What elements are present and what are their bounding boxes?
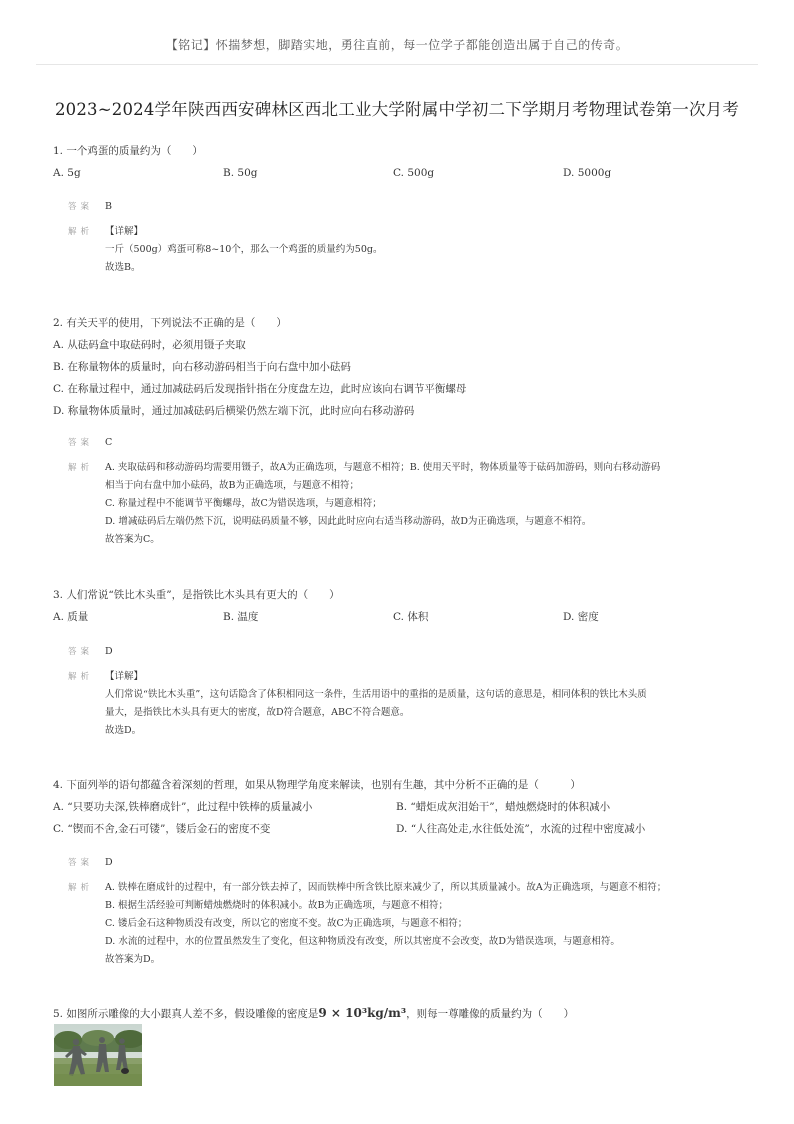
option-d[interactable]: D. 称量物体质量时，通过加减砝码后横梁仍然左端下沉，此时应向右移动游码 xyxy=(53,405,415,417)
analysis-label: 解析 xyxy=(68,672,94,682)
analysis-text: 【详解】 一斤（500g）鸡蛋可称8~10个，那么一个鸡蛋的质量约为50g。 故选B。 xyxy=(105,226,383,273)
options-row xyxy=(53,166,753,180)
answer-label: 答案 xyxy=(68,858,94,868)
answer-label: 答案 xyxy=(68,438,94,448)
analysis-text: 【详解】 人们常说“铁比木头重”，这句话隐含了体积相同这一条件，生活用语中的重指的是质量，这句话的意思是，相同体积的铁比木头质 量大，是指铁比木头具有更大的密度，故D符合题意，ABC不符合题意。 故选D。 xyxy=(105,671,647,736)
stem-text: ，则每一尊雕像的质量约为（ ） xyxy=(406,1008,575,1020)
question-stem: 3. 人们常说“铁比木头重”，是指铁比木头具有更大的（ ） xyxy=(53,589,340,601)
option-a[interactable]: A. “只要功夫深,铁棒磨成针”，此过程中铁棒的质量减小 xyxy=(53,801,313,813)
motto-banner: 【铭记】怀揣梦想，脚踏实地，勇往直前，每一位学子都能创造出属于自己的传奇。 xyxy=(165,38,629,52)
options-row xyxy=(53,800,753,814)
option-b[interactable]: B. 在称量物体的质量时，向右移动游码相当于向右盘中加小砝码 xyxy=(53,361,351,373)
analysis-label: 解析 xyxy=(68,227,94,237)
question-stem: 1. 一个鸡蛋的质量约为（ ） xyxy=(53,145,203,157)
analysis-label: 解析 xyxy=(68,883,94,893)
question-stem xyxy=(53,1006,753,1021)
option-c[interactable]: C. “锲而不舍,金石可镂”，镂后金石的密度不变 xyxy=(53,823,271,835)
option-b[interactable]: B. “蜡炬成灰泪始干”，蜡烛燃烧时的体积减小 xyxy=(396,801,611,813)
option-d[interactable]: D. “人往高处走,水往低处流”，水流的过程中密度减小 xyxy=(396,823,646,835)
option-a[interactable]: A. 5g xyxy=(53,167,81,179)
answer-value: D xyxy=(105,857,113,868)
stem-text: 5. 如图所示雕像的大小跟真人差不多，假设雕像的密度是 xyxy=(53,1008,319,1020)
header-divider xyxy=(36,64,758,65)
answer-value: B xyxy=(105,201,112,212)
option-c[interactable]: C. 体积 xyxy=(393,611,429,623)
option-d[interactable]: D. 密度 xyxy=(563,611,599,623)
question-stem: 4. 下面列举的语句都蕴含着深刻的哲理，如果从物理学角度来解读，也别有生趣，其中分析不正确的是（ ） xyxy=(53,779,581,791)
statue-photo-icon xyxy=(54,1024,142,1086)
question-4 xyxy=(53,778,753,836)
density-formula: 9 × 10³kg/m³ xyxy=(318,1006,407,1020)
option-b[interactable]: B. 温度 xyxy=(223,611,259,623)
option-a[interactable]: A. 质量 xyxy=(53,611,89,623)
analysis-text: A. 铁棒在磨成针的过程中，有一部分铁去掉了，因而铁棒中所含铁比原来减少了，所以其质量减小。故A为正确选项，与题意不相符； B. 根据生活经验可判断蜡烛燃烧时的体积减小。故B为正确选项，与题意不相符； C. 镂后金石这种物质没有改变，所以它的密度不变。故C为正确选项，与题意不相符； D. 水流的过程中，水的位置虽然发生了变化，但这种物质没有改变，所以其密度不会改变，故D为错误选项，与题意相符。 故答案为D。 xyxy=(105,882,667,965)
option-d[interactable]: D. 5000g xyxy=(563,167,612,179)
answer-value: C xyxy=(105,437,113,448)
option-b[interactable]: B. 50g xyxy=(223,167,258,179)
option-c[interactable]: C. 在称量过程中，通过加减砝码后发现指针指在分度盘左边，此时应该向右调节平衡螺母 xyxy=(53,383,467,395)
page-title: 2023~2024学年陕西西安碑林区西北工业大学附属中学初二下学期月考物理试卷第一次月考 xyxy=(54,100,740,119)
answer-label: 答案 xyxy=(68,647,94,657)
option-c[interactable]: C. 500g xyxy=(393,167,435,179)
options-row xyxy=(53,822,753,836)
analysis-text: A. 夹取砝码和移动游码均需要用镊子，故A为正确选项，与题意不相符；B. 使用天平时，物体质量等于砝码加游码，则向右移动游码 相当于向右盘中加小砝码，故B为正确选项，与题意不相符； C. 称量过程中不能调节平衡螺母，故C为错误选项，与题意相符； D. 增减砝码后左端仍然下沉，说明砝码质量不够，因此此时应向右适当移动游码，故D为正确选项，与题意不相符。 故答案为C。 xyxy=(105,462,661,545)
question-2 xyxy=(53,316,753,418)
question-3 xyxy=(53,588,753,624)
answer-value: D xyxy=(105,646,113,657)
answer-label: 答案 xyxy=(68,202,94,212)
analysis-label: 解析 xyxy=(68,463,94,473)
question-1 xyxy=(53,144,753,180)
question-5 xyxy=(53,1006,753,1021)
options-row xyxy=(53,610,753,624)
question-stem: 2. 有关天平的使用，下列说法不正确的是（ ） xyxy=(53,317,287,329)
option-a[interactable]: A. 从砝码盒中取砝码时，必须用镊子夹取 xyxy=(53,339,246,351)
